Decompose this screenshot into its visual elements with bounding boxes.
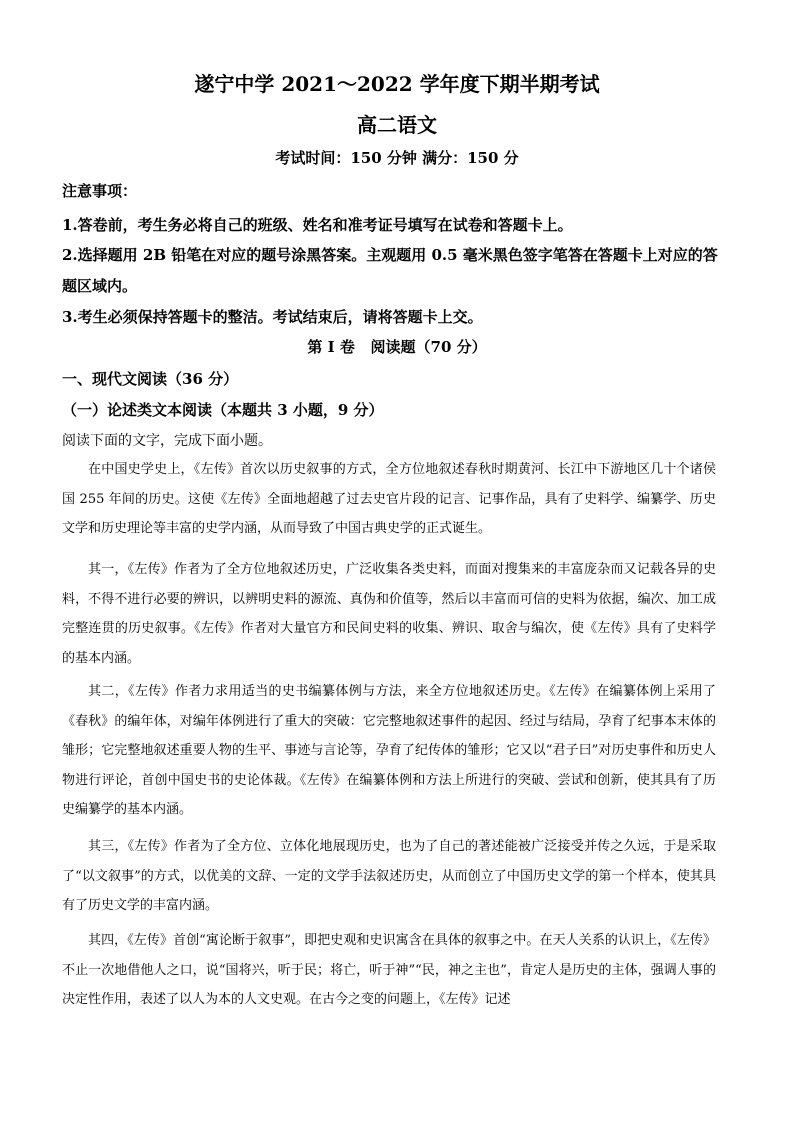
- passage-paragraph-5: 其四，《左传》首创“寓论断于叙事”，即把史观和史识寓含在具体的叙事之中。在天人关系的认识上，《左传》不止一次地借他人之口，说“国将兴，听于民；将亡，听于神”“民，神之主也”，肯定人是历史的主体，强调人事的决定性作用，表述了以人为本的人文史观。在古今之变的问题上，《左传》记述: [62, 933, 716, 1008]
- subject-title: 高二语文: [357, 113, 437, 137]
- part-heading: 第 I 卷 阅读题（70 分）: [307, 338, 487, 356]
- exam-time-and-score: 考试时间：150 分钟 满分：150 分: [275, 149, 519, 167]
- passage-paragraph-1: 在中国史学史上，《左传》首次以历史叙事的方式，全方位地叙述春秋时期黄河、长江中下游地区几十个诸侯国 255 年间的历史。这使《左传》全面地超越了过去史官片段的记言、记事作品，具有了史料学、编纂学、历史文学和历史理论等丰富的史学内涵，从而导致了中国古典史学的正式诞生。: [62, 462, 716, 537]
- note-item-3: 3.考生必须保持答题卡的整洁。考试结束后，请将答题卡上交。: [62, 308, 483, 326]
- exam-title: 遂宁中学 2021～2022 学年度下期半期考试: [194, 72, 600, 96]
- note-item-1: 1.答卷前，考生务必将自己的班级、姓名和准考证号填写在试卷和答题卡上。: [62, 216, 573, 234]
- notes-heading: 注意事项：: [62, 182, 138, 200]
- section-heading: 一、现代文阅读（36 分）: [62, 370, 239, 388]
- passage-paragraph-4: 其三，《左传》作者为了全方位、立体化地展现历史，也为了自己的著述能被广泛接受并传之久远，于是采取了“以文叙事”的方式，以优美的文辞、一定的文学手法叙述历史，从而创立了中国历史文学的第一个样本，使其具有了历史文学的丰富内涵。: [62, 839, 716, 914]
- note-item-2: 2.选择题用 2B 铅笔在对应的题号涂黑答案。主观题用 0.5 毫米黑色签字笔答在答题卡上对应的答题区域内。: [62, 246, 718, 295]
- subsection-heading: （一）论述类文本阅读（本题共 3 小题，9 分）: [62, 401, 384, 419]
- passage-paragraph-3: 其二，《左传》作者力求用适当的史书编纂体例与方法，来全方位地叙述历史。《左传》在编纂体例上采用了《春秋》的编年体，对编年体例进行了重大的突破：它完整地叙述事件的起因、经过与结局，孕育了纪事本末体的雏形；它完整地叙述重要人物的生平、事迹与言论等，孕育了纪传体的雏形；它又以“君子曰”对历史事件和历史人物进行评论，首创中国史书的史论体裁。《左传》在编纂体例和方法上所进行的突破、尝试和创新，使其具有了历史编纂学的基本内涵。: [62, 684, 716, 818]
- passage-paragraph-2: 其一，《左传》作者为了全方位地叙述历史，广泛收集各类史料，而面对搜集来的丰富庞杂而又记载各异的史料，不得不进行必要的辨识，以辨明史料的源流、真伪和价值等，然后以丰富而可信的史料为依据，编次、加工成完整连贯的历史叙事。《左传》作者对大量官方和民间史料的收集、辨识、取舍与编次，使《左传》具有了史料学的基本内涵。: [62, 562, 716, 666]
- reading-instruction: 阅读下面的文字，完成下面小题。: [62, 433, 272, 449]
